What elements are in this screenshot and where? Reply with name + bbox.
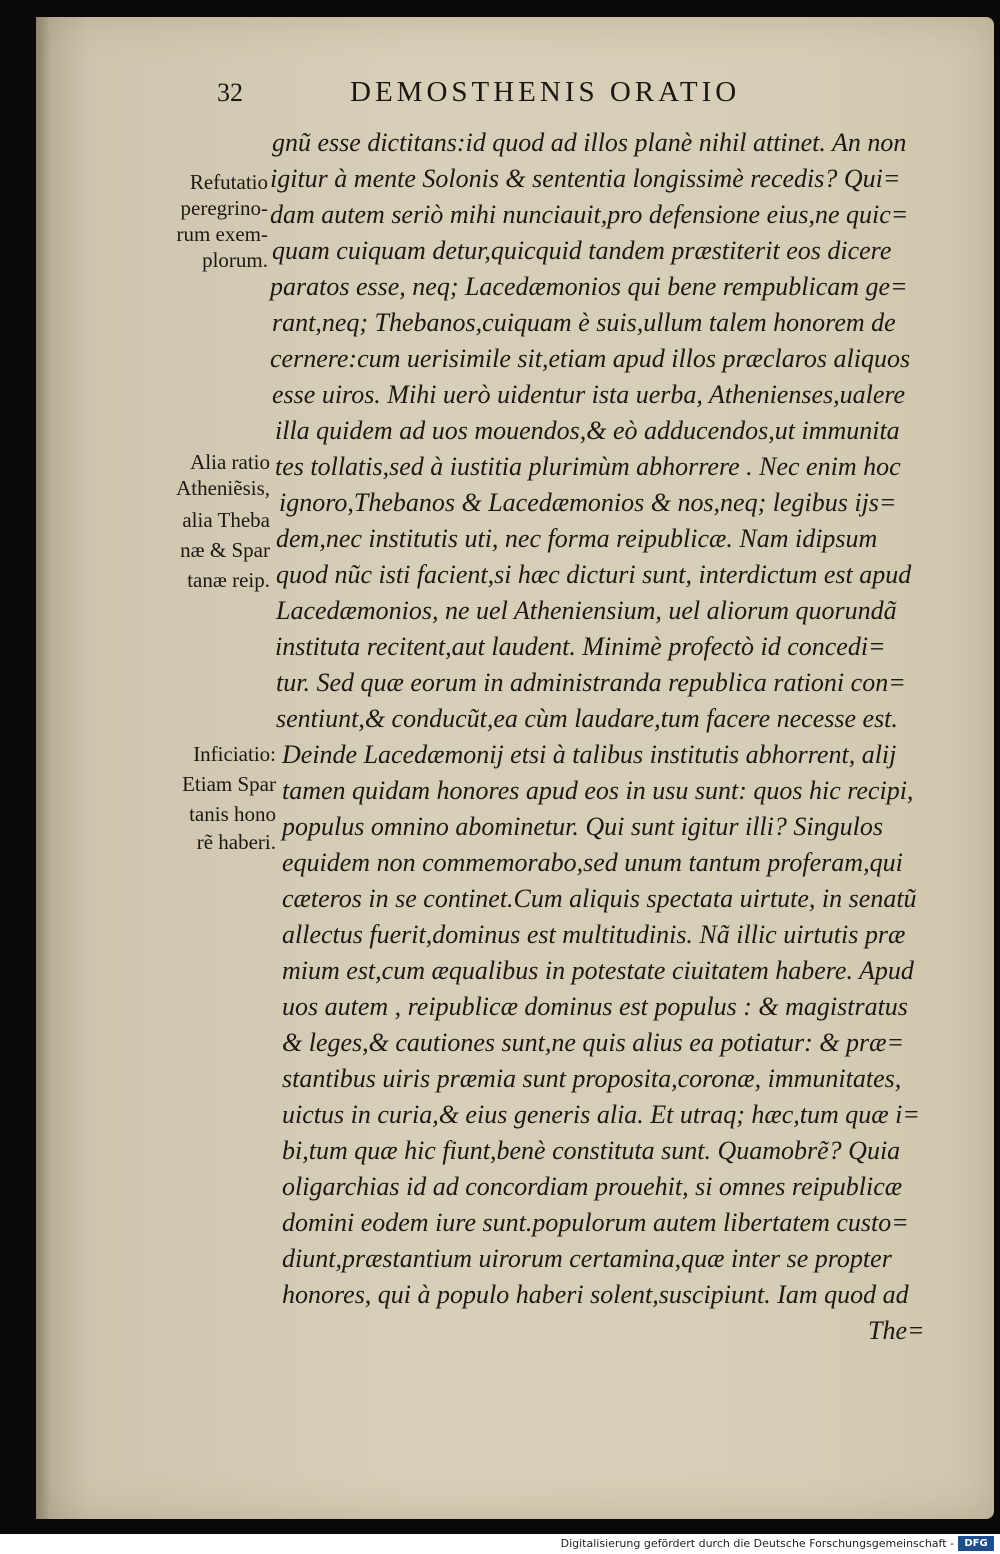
- body-line: allectus fuerit,dominus est multitudinis. Nã illic uirtutis præ: [282, 920, 906, 949]
- body-line: tes tollatis,sed à iustitia plurimùm abhorrere . Nec enim hoc: [275, 452, 901, 481]
- body-line: paratos esse, neq; Lacedæmonios qui bene rempublicam ge=: [270, 272, 908, 301]
- body-line: domini eodem iure sunt.populorum autem libertatem custo=: [282, 1208, 909, 1237]
- body-line: Lacedæmonios, ne uel Atheniensium, uel aliorum quorundã: [276, 596, 897, 625]
- body-line: cæteros in se continet.Cum aliquis spectata uirtute, in senatũ: [282, 884, 917, 913]
- margin-note-line: plorum.: [202, 248, 268, 272]
- folio-number: 32: [217, 78, 243, 107]
- margin-note-line: Etiam Spar: [182, 772, 276, 796]
- body-line: & leges,& cautiones sunt,ne quis alius ea potiatur: & præ=: [282, 1028, 905, 1057]
- body-line: tur. Sed quæ eorum in administranda republica rationi con=: [276, 668, 906, 697]
- body-line: equidem non commemorabo,sed unum tantum proferam,qui: [282, 848, 903, 877]
- body-line: dem,nec institutis uti, nec forma reipublicæ. Nam idipsum: [276, 524, 878, 553]
- margin-note-line: Atheniẽsis,: [176, 476, 270, 500]
- running-head: DEMOSTHENIS ORATIO: [350, 76, 741, 108]
- margin-note-line: Inficiatio:: [193, 742, 276, 766]
- body-line: illa quidem ad uos mouendos,& eò adducendos,ut immunita: [275, 416, 900, 445]
- margin-note-line: alia Theba: [182, 508, 270, 532]
- body-line: diunt,præstantium uirorum certamina,quæ inter se propter: [282, 1244, 892, 1273]
- dfg-logo: DFG: [958, 1536, 994, 1551]
- margin-note-line: Refutatio: [189, 170, 268, 194]
- body-line: honores, qui à populo haberi solent,suscipiunt. Iam quod ad: [282, 1280, 909, 1309]
- margin-note-line: tanis hono: [189, 802, 276, 826]
- footer-bar: [0, 1534, 1000, 1554]
- body-line: dam autem seriò mihi nunciauit,pro defensione eius,ne quic=: [270, 200, 909, 229]
- body-line: uictus in curia,& eius generis alia. Et utraq; hæc,tum quæ i=: [282, 1100, 920, 1129]
- body-line: gnũ esse dictitans:id quod ad illos planè nihil attinet. An non: [272, 128, 907, 157]
- body-line: igitur à mente Solonis & sententia longissimè recedis? Qui=: [270, 164, 901, 193]
- body-line: tamen quidam honores apud eos in usu sunt: quos hic recipi,: [282, 776, 914, 805]
- body-line: instituta recitent,aut laudent. Minimè profectò id concedi=: [275, 632, 886, 661]
- body-line: uos autem , reipublicæ dominus est populus : & magistratus: [282, 992, 908, 1021]
- body-line: rant,neq; Thebanos,cuiquam è suis,ullum talem honorem de: [272, 308, 896, 337]
- footer-credit: Digitalisierung gefördert durch die Deutsche Forschungsgemeinschaft -: [560, 1537, 954, 1550]
- body-line: esse uiros. Mihi uerò uidentur ista uerba, Athenienses,ualere: [272, 380, 906, 409]
- body-line: ignoro,Thebanos & Lacedæmonios & nos,neq; legibus ijs=: [279, 488, 897, 517]
- margin-note-line: Alia ratio: [190, 450, 270, 474]
- body-line: quod nũc isti facient,si hæc dicturi sunt, interdictum est apud: [276, 560, 912, 589]
- margin-note-line: tanæ reip.: [187, 568, 270, 592]
- body-line: populus omnino abominetur. Qui sunt igitur illi? Singulos: [282, 812, 883, 841]
- catchword: The=: [868, 1316, 925, 1345]
- body-line: Deinde Lacedæmonij etsi à talibus institutis abhorrent, alij: [282, 740, 897, 769]
- body-line: bi,tum quæ hic fiunt,benè constituta sunt. Quamobrẽ? Quia: [282, 1136, 901, 1165]
- body-line: stantibus uiris præmia sunt proposita,coronæ, immunitates,: [282, 1064, 902, 1093]
- margin-note-line: rẽ haberi.: [196, 830, 276, 854]
- body-line: oligarchias id ad concordiam prouehit, si omnes reipublicæ: [282, 1172, 903, 1201]
- margin-note-line: næ & Spar: [180, 538, 270, 562]
- body-line: sentiunt,& conducũt,ea cùm laudare,tum facere necesse est.: [276, 704, 898, 733]
- margin-note-line: rum exem-: [176, 222, 268, 246]
- page-gutter-shadow: [36, 17, 50, 1519]
- body-line: cernere:cum uerisimile sit,etiam apud illos præclaros aliquos: [270, 344, 911, 373]
- body-line: quam cuiquam detur,quicquid tandem præstiterit eos dicere: [272, 236, 892, 265]
- margin-note-line: peregrino-: [180, 196, 268, 220]
- body-line: mium est,cum æqualibus in potestate ciuitatem habere. Apud: [282, 956, 914, 985]
